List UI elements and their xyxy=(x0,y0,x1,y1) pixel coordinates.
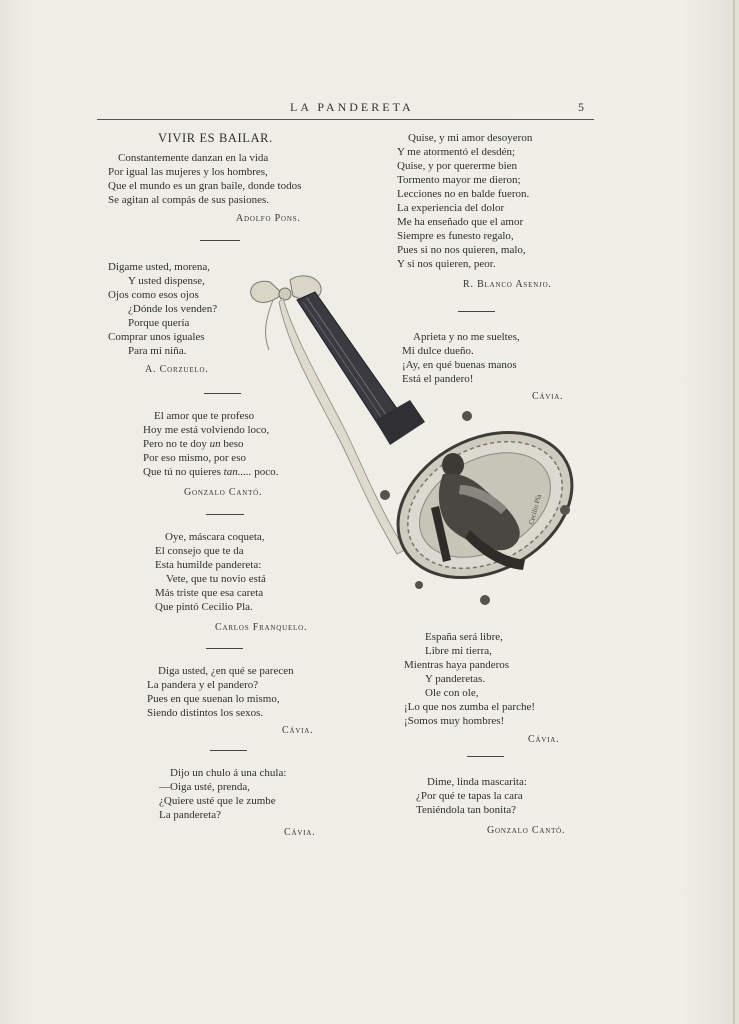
poem-author: Cávia. xyxy=(282,725,314,736)
poem-line: Está el pandero! xyxy=(402,373,474,385)
poem-line: Pues si no nos quieren, malo, xyxy=(397,244,526,256)
poem-author: Cávia. xyxy=(284,827,316,838)
neck-string xyxy=(307,298,395,428)
poem-line: ¡Lo que nos zumba el parche! xyxy=(404,701,536,713)
poem-title: VIVIR ES BAILAR. xyxy=(158,131,273,145)
poem-line: Para mi niña. xyxy=(128,345,187,357)
poem-line: Más triste que esa careta xyxy=(155,587,264,599)
poem-line: La pandereta? xyxy=(159,809,221,821)
poem-line: Esta humilde pandereta: xyxy=(155,559,262,571)
poem-line: Quise, y mi amor desoyeron xyxy=(408,132,533,144)
figure-head xyxy=(442,453,464,477)
poem-line: Pues en que suenan lo mismo, xyxy=(147,693,280,705)
separator-rule xyxy=(210,750,247,751)
poem-line: Lecciones no en balde fueron. xyxy=(397,188,530,200)
ribbon-knot xyxy=(279,288,291,300)
poem-author: Gonzalo Cantó. xyxy=(487,825,566,836)
poem-line: Porque quería xyxy=(128,317,190,329)
poem-line: Quise, y por quererme bien xyxy=(397,160,518,172)
poem-line: Que el mundo es un gran baile, donde todos xyxy=(108,180,302,192)
poem-line: Siempre es funesto regalo, xyxy=(397,230,514,242)
poem-line: Que pintó Cecilio Pla. xyxy=(155,601,253,613)
poem-line: Me ha enseñado que el amor xyxy=(397,216,524,228)
poem-line: Ole con ole, xyxy=(425,687,479,699)
poem-line-italic: tan..... xyxy=(223,466,252,478)
poem-line: ¿Dónde los venden? xyxy=(128,303,218,315)
running-header: LA PANDERETA xyxy=(290,100,414,114)
poem-line: Comprar unos iguales xyxy=(108,331,205,343)
jingle xyxy=(480,595,490,605)
poem-line: Y si nos quieren, peor. xyxy=(397,258,496,270)
jingle xyxy=(462,411,472,421)
jingle xyxy=(380,490,390,500)
poem-line: España será libre, xyxy=(425,631,503,643)
page-number: 5 xyxy=(578,100,584,114)
poem-line: Constantemente danzan en la vida xyxy=(118,152,269,164)
poem-line: Oye, máscara coqueta, xyxy=(165,531,265,543)
poem-line: Por igual las mujeres y los hombres, xyxy=(108,166,268,178)
poem-line: —Oiga usté, prenda, xyxy=(159,781,251,793)
poem-line: Diga usted, ¿en qué se parecen xyxy=(158,665,294,677)
poem-line: La experiencia del dolor xyxy=(397,202,505,214)
poem-line: Vete, que tu novio está xyxy=(166,573,266,585)
separator-rule xyxy=(200,240,240,241)
poem-line-italic: un xyxy=(209,438,221,450)
poem-line: Mi dulce dueño. xyxy=(402,345,474,357)
poem-author: Adolfo Pons. xyxy=(236,213,301,224)
poem-line: Y panderetas. xyxy=(425,673,486,685)
artist-signature: Cecilio Pla xyxy=(527,493,543,526)
poem-author: Carlos Franquelo. xyxy=(215,622,308,633)
poem-line: Mientras haya panderos xyxy=(404,659,510,671)
poem-line: Digame usted, morena, xyxy=(108,261,211,273)
ribbon-thread xyxy=(266,300,273,350)
poem-line xyxy=(143,437,244,451)
poem-line-text: beso xyxy=(223,438,244,450)
poem-line-text: Que tú no quieres xyxy=(143,466,221,478)
ribbon-bow-left xyxy=(251,281,283,302)
poem-line: El consejo que te da xyxy=(155,545,244,557)
poem-line: ¿Por qué te tapas la cara xyxy=(416,790,523,802)
poem-author: Cávia. xyxy=(532,391,564,402)
binding-edge xyxy=(733,0,735,1024)
poem-author: Gonzalo Cantó. xyxy=(184,487,263,498)
poem-line: Por eso mismo, por eso xyxy=(143,452,246,464)
poem-line: ¡Somos muy hombres! xyxy=(404,715,505,727)
poem-line: Dime, linda mascarita: xyxy=(427,776,527,788)
header-rule xyxy=(97,119,594,120)
mandolin-illustration xyxy=(235,270,585,620)
poem-line-text: Pero no te doy xyxy=(143,438,207,450)
poem-line: El amor que te profeso xyxy=(154,410,255,422)
poem-line: Y me atormentó el desdén; xyxy=(397,146,516,158)
poem-line: Dijo un chulo á una chula: xyxy=(170,767,287,779)
poem-line: Teniéndola tan bonita? xyxy=(416,804,517,816)
poem-line: Y usted dispense, xyxy=(128,275,205,287)
poem-line: Se agitan al compás de sus pasiones. xyxy=(108,194,269,206)
jingle xyxy=(560,505,570,515)
poem-line: ¡Ay, en qué buenas manos xyxy=(402,359,517,371)
separator-rule xyxy=(206,648,243,649)
poem-line: Siendo distintos los sexos. xyxy=(147,707,264,719)
poem-line: Hoy me está volviendo loco, xyxy=(143,424,270,436)
poem-author: A. Corzuelo. xyxy=(145,364,209,375)
poem-line: Libre mi tierra, xyxy=(425,645,492,657)
poem-line: ¿Quiere usté que le zumbe xyxy=(159,795,276,807)
poem-author: R. Blanco Asenjo. xyxy=(463,279,552,290)
separator-rule xyxy=(467,756,504,757)
poem-line: Ojos como esos ojos xyxy=(108,289,199,301)
poem-author: Cávia. xyxy=(528,734,560,745)
poem-line: Aprieta y no me sueltes, xyxy=(413,331,520,343)
jingle xyxy=(415,581,423,589)
poem-line: La pandera y el pandero? xyxy=(147,679,259,691)
poem-line: Tormento mayor me dieron; xyxy=(397,174,521,186)
poem-line-text: poco. xyxy=(254,466,279,478)
neck-string xyxy=(303,302,390,430)
